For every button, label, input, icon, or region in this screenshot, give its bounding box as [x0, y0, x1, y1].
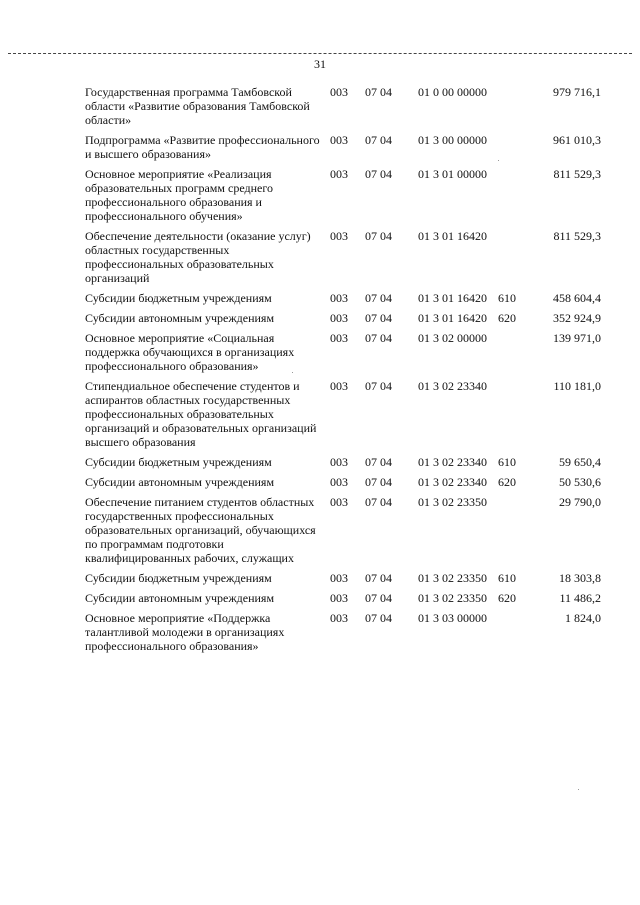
- row-expense-type-code: 610: [498, 571, 516, 585]
- row-name: Обеспечение деятельности (оказание услуг) областных государственных профессиональных образовательных организаций: [85, 229, 311, 285]
- row-target-article-code: 01 3 00 00000: [418, 133, 487, 147]
- row-name: Субсидии бюджетным учреждениям: [85, 571, 272, 585]
- row-amount: 110 181,0: [553, 379, 601, 393]
- budget-table: [85, 82, 601, 656]
- table-row: [85, 568, 601, 588]
- row-name: Субсидии автономным учреждениям: [85, 591, 275, 605]
- row-target-article-code: 01 3 01 16420: [418, 311, 487, 325]
- row-target-article-code: 01 3 02 23340: [418, 379, 487, 393]
- scan-speck: [578, 789, 579, 790]
- scan-speck: [498, 160, 499, 161]
- row-section-code: 07 04: [365, 291, 392, 305]
- row-expense-type-code: [496, 82, 524, 130]
- table-row: [85, 164, 601, 226]
- table-row: [85, 588, 601, 608]
- row-section-code: 07 04: [365, 455, 392, 469]
- row-target-article-code: 01 3 01 16420: [418, 291, 487, 305]
- row-department-code: 003: [330, 85, 348, 99]
- row-name: Подпрограмма «Развитие профессионального и высшего образования»: [85, 133, 320, 161]
- row-section-code: 07 04: [365, 229, 392, 243]
- row-department-code: 003: [330, 611, 348, 625]
- row-amount: 11 486,2: [559, 591, 601, 605]
- row-section-code: 07 04: [365, 591, 392, 605]
- row-expense-type-code: [496, 130, 524, 164]
- row-target-article-code: 01 3 02 23340: [418, 475, 487, 489]
- row-expense-type-code: [496, 608, 524, 656]
- row-name: Основное мероприятие «Поддержка талантливой молодежи в организациях профессионального образования»: [85, 611, 285, 653]
- row-amount: 18 303,8: [559, 571, 601, 585]
- row-section-code: 07 04: [365, 571, 392, 585]
- row-expense-type-code: [496, 376, 524, 452]
- row-target-article-code: 01 3 02 23350: [418, 571, 487, 585]
- row-target-article-code: 01 3 02 23340: [418, 455, 487, 469]
- row-amount: 811 529,3: [553, 229, 601, 243]
- row-expense-type-code: 620: [498, 475, 516, 489]
- table-row: [85, 472, 601, 492]
- row-name: Субсидии автономным учреждениям: [85, 311, 275, 325]
- row-amount: 1 824,0: [565, 611, 601, 625]
- row-amount: 979 716,1: [553, 85, 601, 99]
- row-target-article-code: 01 3 02 23350: [418, 495, 487, 509]
- row-amount: 961 010,3: [553, 133, 601, 147]
- row-expense-type-code: 610: [498, 291, 516, 305]
- table-row: [85, 130, 601, 164]
- row-amount: 29 790,0: [559, 495, 601, 509]
- table-row: [85, 288, 601, 308]
- row-department-code: 003: [330, 291, 348, 305]
- table-row: [85, 328, 601, 376]
- row-section-code: 07 04: [365, 85, 392, 99]
- row-target-article-code: 01 0 00 00000: [418, 85, 487, 99]
- row-department-code: 003: [330, 331, 348, 345]
- table-row: [85, 492, 601, 568]
- row-department-code: 003: [330, 229, 348, 243]
- row-department-code: 003: [330, 475, 348, 489]
- row-name: Государственная программа Тамбовской области «Развитие образования Тамбовской области»: [85, 85, 310, 127]
- row-department-code: 003: [330, 311, 348, 325]
- row-expense-type-code: [496, 492, 524, 568]
- row-department-code: 003: [330, 167, 348, 181]
- row-target-article-code: 01 3 02 00000: [418, 331, 487, 345]
- row-name: Основное мероприятие «Реализация образовательных программ среднего профессионального образования и профессионального обучения»: [85, 167, 273, 223]
- row-amount: 811 529,3: [553, 167, 601, 181]
- row-amount: 50 530,6: [559, 475, 601, 489]
- scan-speck: [292, 372, 293, 373]
- table-row: [85, 608, 601, 656]
- row-section-code: 07 04: [365, 331, 392, 345]
- row-department-code: 003: [330, 455, 348, 469]
- row-section-code: 07 04: [365, 475, 392, 489]
- row-section-code: 07 04: [365, 495, 392, 509]
- row-department-code: 003: [330, 495, 348, 509]
- row-name: Субсидии бюджетным учреждениям: [85, 291, 272, 305]
- row-target-article-code: 01 3 01 00000: [418, 167, 487, 181]
- row-amount: 59 650,4: [559, 455, 601, 469]
- budget-table-body: [85, 82, 601, 656]
- row-target-article-code: 01 3 01 16420: [418, 229, 487, 243]
- row-name: Обеспечение питанием студентов областных государственных профессиональных образовательных организаций, обучающихся по программам подготовки квалифицированных рабочих, служащих: [85, 495, 316, 565]
- row-expense-type-code: [496, 226, 524, 288]
- row-department-code: 003: [330, 571, 348, 585]
- row-expense-type-code: 620: [498, 311, 516, 325]
- header-dashed-rule: [8, 53, 632, 54]
- row-target-article-code: 01 3 03 00000: [418, 611, 487, 625]
- row-name: Субсидии автономным учреждениям: [85, 475, 275, 489]
- table-row: [85, 376, 601, 452]
- page-number: 31: [314, 57, 326, 71]
- row-department-code: 003: [330, 133, 348, 147]
- row-target-article-code: 01 3 02 23350: [418, 591, 487, 605]
- row-expense-type-code: 620: [498, 591, 516, 605]
- row-section-code: 07 04: [365, 167, 392, 181]
- row-expense-type-code: [496, 328, 524, 376]
- row-section-code: 07 04: [365, 611, 392, 625]
- row-amount: 458 604,4: [553, 291, 601, 305]
- row-department-code: 003: [330, 591, 348, 605]
- row-name: Субсидии бюджетным учреждениям: [85, 455, 272, 469]
- row-section-code: 07 04: [365, 133, 392, 147]
- row-section-code: 07 04: [365, 311, 392, 325]
- table-row: [85, 452, 601, 472]
- row-amount: 352 924,9: [553, 311, 601, 325]
- row-name: Основное мероприятие «Социальная поддержка обучающихся в организациях профессионального образования»: [85, 331, 295, 373]
- row-expense-type-code: [496, 164, 524, 226]
- table-row: [85, 308, 601, 328]
- row-section-code: 07 04: [365, 379, 392, 393]
- row-expense-type-code: 610: [498, 455, 516, 469]
- table-row: [85, 82, 601, 130]
- row-name: Стипендиальное обеспечение студентов и аспирантов областных государственных профессиональных образовательных организаций и образовательных организаций высшего образования: [85, 379, 317, 449]
- table-row: [85, 226, 601, 288]
- row-department-code: 003: [330, 379, 348, 393]
- row-amount: 139 971,0: [553, 331, 601, 345]
